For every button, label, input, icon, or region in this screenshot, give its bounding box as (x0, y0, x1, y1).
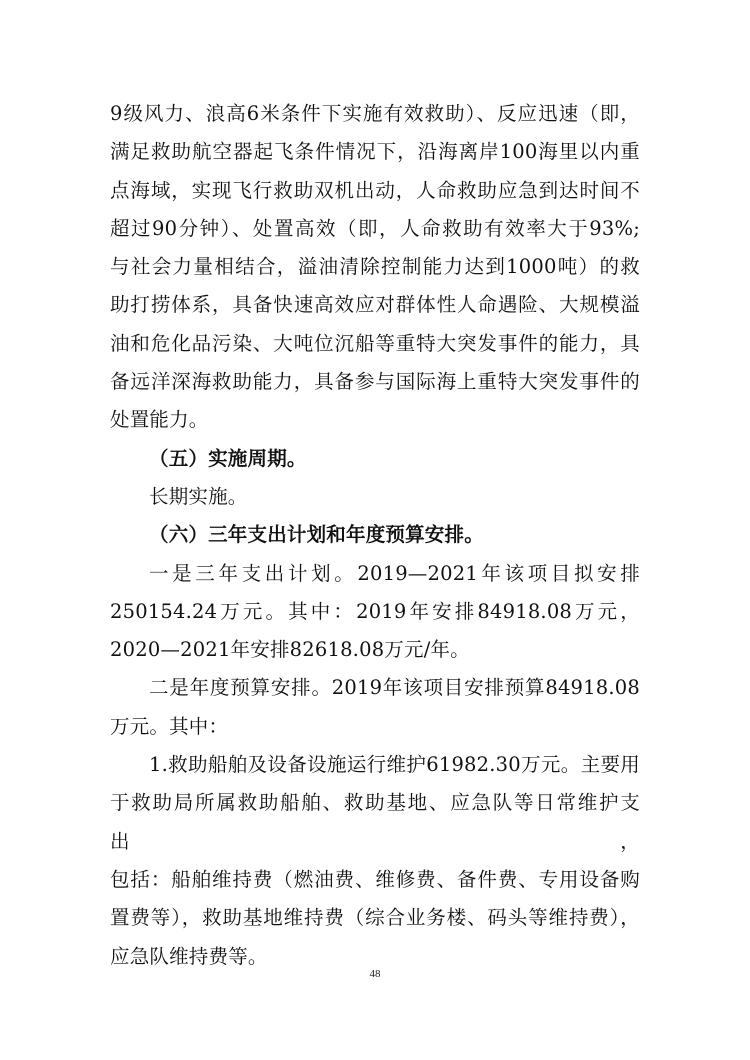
paragraph-line: 包括：船舶维持费（燃油费、维修费、备件费、专用设备购 (110, 867, 640, 891)
paragraph-line: 250154.24万元。其中：2019年安排84918.08万元， (110, 599, 640, 623)
paragraph-line: 备远洋深海救助能力，具备参与国际海上重特大突发事件的 (110, 370, 640, 394)
section-heading-implementation-period: （五）实施周期。 (149, 446, 307, 470)
paragraph-line: 油和危化品污染、大吨位沉船等重特大突发事件的能力，具 (110, 331, 640, 355)
paragraph-line: 置费等），救助基地维持费（综合业务楼、码头等维持费）， (110, 906, 640, 930)
paragraph-line: 处置能力。 (110, 408, 209, 432)
paragraph-line: 超过90分钟）、处置高效（即，人命救助有效率大于93%; (110, 216, 640, 240)
paragraph-line: 与社会力量相结合，溢油清除控制能力达到1000吨）的救 (110, 255, 640, 279)
section-heading-budget-plan: （六）三年支出计划和年度预算安排。 (149, 523, 484, 547)
paragraph-line: 9级风力、浪高6米条件下实施有效救助）、反应迅速（即， (110, 102, 640, 125)
paragraph-line: 1.救助船舶及设备设施运行维护61982.30万元。主要用 (149, 753, 640, 777)
page-content (110, 95, 640, 976)
paragraph-line: 万元。其中： (110, 714, 229, 738)
paragraph-line: 长期实施。 (149, 484, 248, 508)
paragraph-line: 点海域，实现飞行救助双机出动，人命救助应急到达时间不 (110, 178, 640, 202)
paragraph-line: 满足救助航空器起飞条件情况下，沿海离岸100海里以内重 (110, 140, 640, 164)
paragraph-line: 一是三年支出计划。2019—2021年该项目拟安排 (149, 561, 640, 585)
paragraph-line: 于救助局所属救助船舶、救助基地、应急队等日常维护支出， (110, 791, 640, 853)
page-number: 48 (369, 968, 381, 980)
paragraph-line: 助打捞体系，具备快速高效应对群体性人命遇险、大规模溢 (110, 293, 640, 317)
paragraph-line: 二是年度预算安排。2019年该项目安排预算84918.08 (149, 676, 640, 700)
paragraph-line: 2020—2021年安排82618.08万元/年。 (110, 638, 470, 662)
paragraph-line: 应急队维持费等。 (110, 944, 268, 968)
